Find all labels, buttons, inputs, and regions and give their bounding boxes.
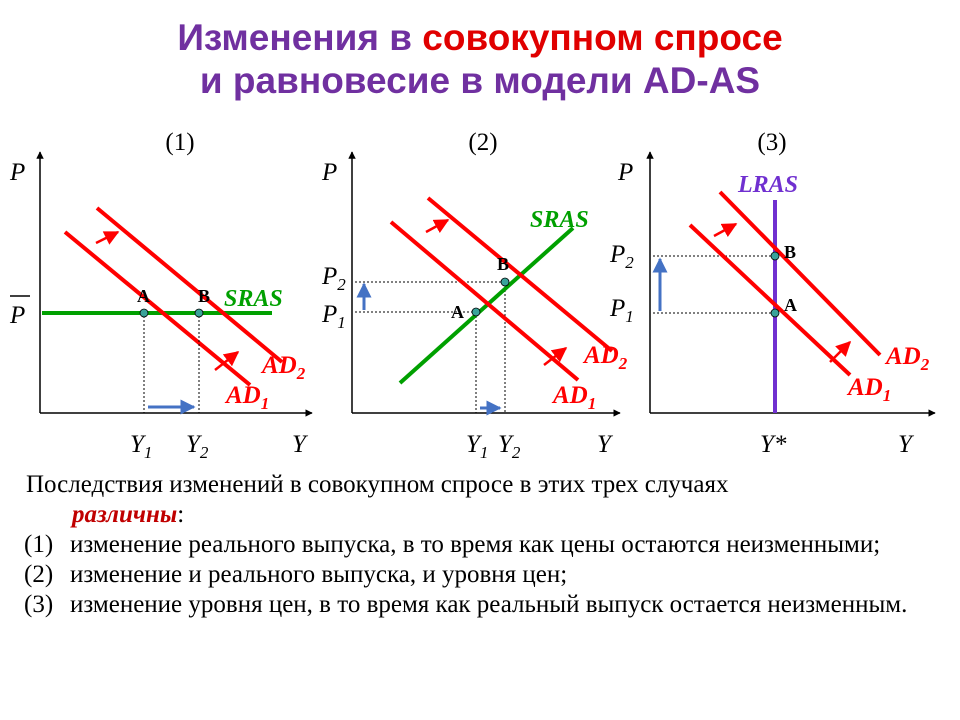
panel-1 xyxy=(9,129,312,462)
panel-3-x-axis-label: Y xyxy=(898,431,912,458)
panel-3-point-a-label: A xyxy=(784,295,797,315)
list-item-number: (1) xyxy=(24,531,54,558)
list-item-text: изменение и реального выпуска, и уровня цен; xyxy=(70,561,568,588)
panel-2-shift-arrow-top xyxy=(426,220,448,232)
panel-1-x-axis-label: Y xyxy=(292,431,306,458)
panel-3-shift-arrow-top xyxy=(714,224,736,236)
intro-colon: : xyxy=(177,501,185,528)
panel-1-point-a xyxy=(140,309,148,317)
panel-1-ad2-line xyxy=(97,208,282,362)
panel-2-y1-label: $Y_1$ xyxy=(466,431,489,462)
panel-1-y2-label: $Y_2$ xyxy=(186,431,209,462)
panel-2-p1-label: $P_1$ xyxy=(322,301,346,332)
panel-1-ad2-label: $AD_2$ xyxy=(262,352,306,383)
panel-1-ad1-line xyxy=(65,232,250,385)
panel-2-ad2-label: $AD_2$ xyxy=(584,342,628,373)
panel-2-x-axis-label: Y xyxy=(597,431,611,458)
panel-3-ystar-label: Y* xyxy=(760,431,787,458)
panel-3-shift-arrow-bottom xyxy=(830,342,850,362)
list-item-number: (2) xyxy=(24,561,54,588)
panel-3-lras-label: LRAS xyxy=(738,172,799,198)
title-text-1: Изменения в xyxy=(177,17,423,58)
panel-1-ad1-label: $AD_1$ xyxy=(226,382,270,413)
panel-3-point-b-label: B xyxy=(784,242,797,262)
panel-2-point-a xyxy=(472,308,480,316)
panel-2-p2-label: $P_2$ xyxy=(322,263,346,294)
panel-1-sras-label: SRAS xyxy=(224,286,283,312)
list-item-number: (3) xyxy=(24,591,54,618)
panel-1-y1-label: $Y_1$ xyxy=(130,431,153,462)
panel-3-p2-label: $P_2$ xyxy=(610,241,634,272)
panel-3-number: (3) xyxy=(757,129,787,156)
panel-1-number: (1) xyxy=(165,129,195,156)
title-accent: совокупном спросе xyxy=(422,17,783,58)
panel-1-price-level-label: P xyxy=(10,302,26,329)
panel-1-shift-arrow-top xyxy=(96,232,118,243)
panel-1-point-b-label: B xyxy=(198,286,211,306)
list-item-text: изменение уровня цен, в то время как реальный выпуск остается неизменным. xyxy=(70,591,908,618)
panel-2-number: (2) xyxy=(468,129,498,156)
panel-2-ad1-label: $AD_1$ xyxy=(553,382,597,413)
intro-text: Последствия изменений в совокупном спросе в этих трех случаях xyxy=(26,471,729,498)
panel-2-point-b-label: B xyxy=(497,254,510,274)
panel-3-ad2-label: $AD_2$ xyxy=(886,343,930,374)
panel-2-sras-label: SRAS xyxy=(530,207,589,233)
panel-1-point-b xyxy=(195,309,203,317)
panel-3-point-b xyxy=(771,252,779,260)
panel-2-point-a-label: A xyxy=(451,302,464,322)
intro-continuation xyxy=(26,500,936,530)
panel-2-point-b xyxy=(501,278,509,286)
panel-2 xyxy=(321,129,628,462)
list-item xyxy=(24,530,936,560)
list-item-text: изменение реального выпуска, в то время как цены остаются неизменными; xyxy=(70,531,881,558)
panel-3-ad1-label: $AD_1$ xyxy=(848,374,892,405)
explanation-text xyxy=(24,470,936,620)
panel-3-y-axis-label: P xyxy=(618,159,634,186)
intro-emphasis: различны xyxy=(72,501,178,528)
list-item xyxy=(24,590,936,620)
list-item xyxy=(24,560,936,590)
panel-2-y-axis-label: P xyxy=(322,159,338,186)
panel-3 xyxy=(609,129,935,458)
panel-3-point-a xyxy=(771,309,779,317)
panel-1-y-axis-label: P xyxy=(10,159,26,186)
panel-1-point-a-label: A xyxy=(137,286,150,306)
panel-2-y2-label: $Y_2$ xyxy=(498,431,521,462)
panel-3-p1-label: $P_1$ xyxy=(610,295,634,326)
title-line-2: и равновесие в модели AD-AS xyxy=(199,60,761,101)
explanation-intro xyxy=(24,470,936,530)
